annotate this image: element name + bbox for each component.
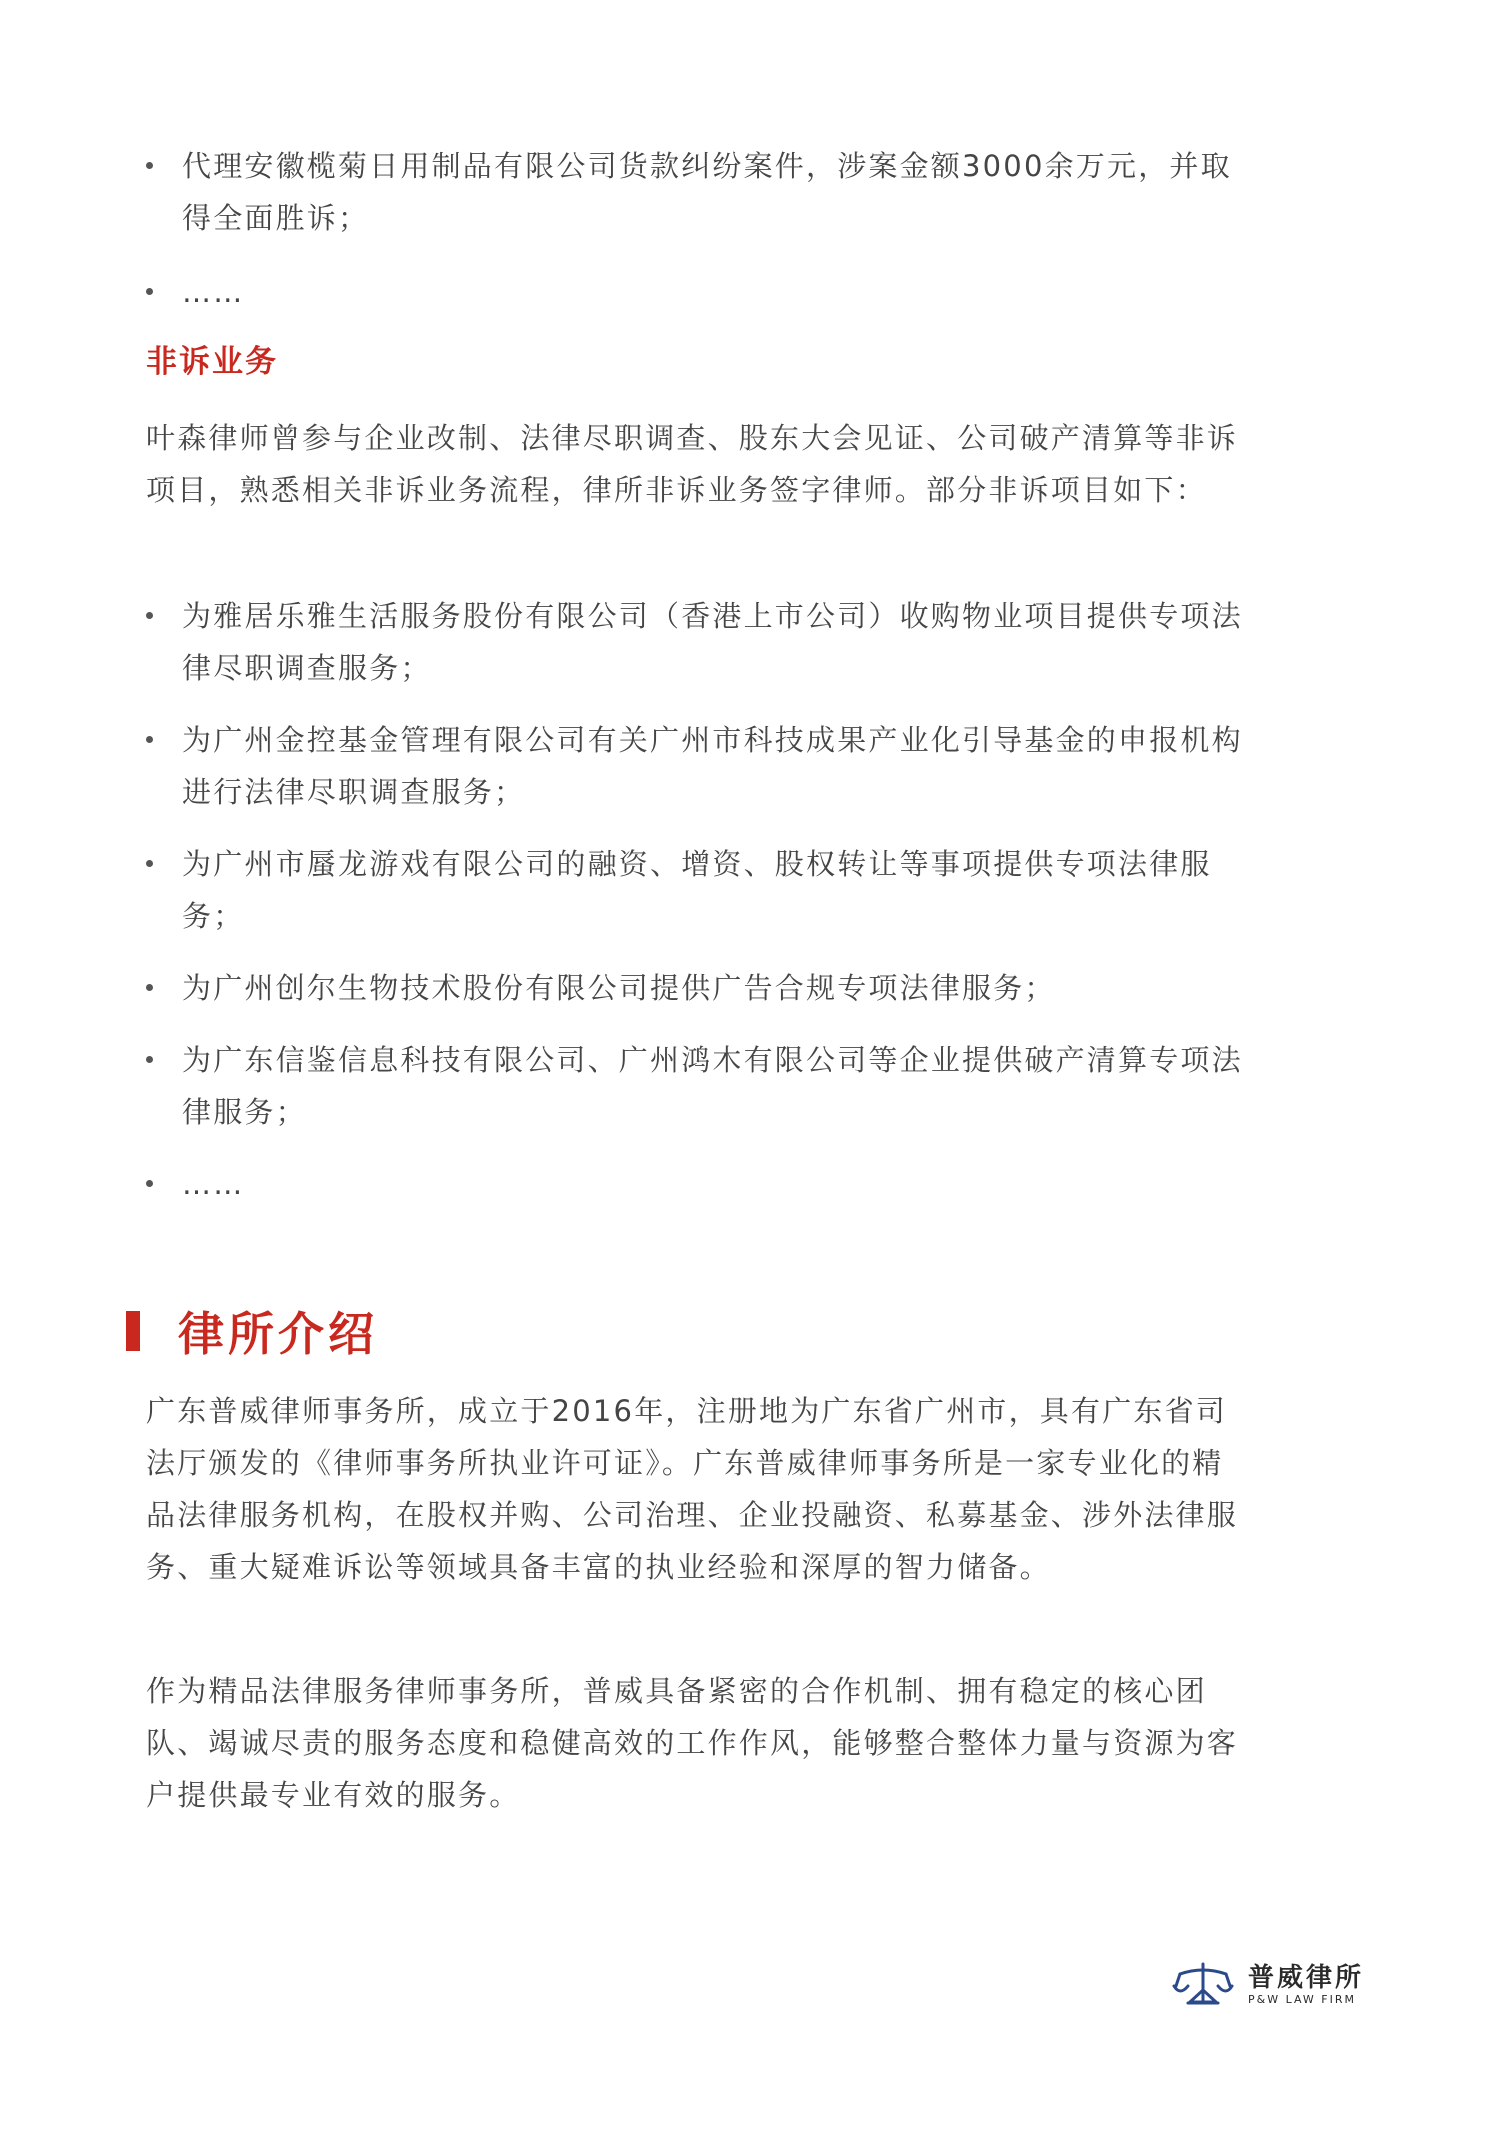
list-item-text: 代理安徽榄菊日用制品有限公司货款纠纷案件，涉案金额3000余万元，并取得全面胜诉； — [182, 149, 1232, 235]
bullet-icon — [146, 162, 153, 169]
scales-logo-icon — [1168, 1960, 1238, 2010]
logo-name-en: P&W LAW FIRM — [1248, 1993, 1356, 2006]
bullet-icon — [146, 736, 153, 743]
firm-intro-paragraph: 作为精品法律服务律师事务所，普威具备紧密的合作机制、拥有稳定的核心团队、竭诚尽责的服务态度和稳健高效的工作作风，能够整合整体力量与资源为客户提供最专业有效的服务。 — [146, 1674, 1239, 1812]
bullet-icon — [146, 612, 153, 619]
bullet-icon — [146, 1056, 153, 1063]
bullet-icon — [146, 860, 153, 867]
list-item-text: 为广州金控基金管理有限公司有关广州市科技成果产业化引导基金的申报机构进行法律尽职调查服务； — [182, 723, 1243, 809]
firm-logo — [1168, 1960, 1364, 2010]
firm-intro-heading — [146, 1298, 378, 1364]
heading-accent-bar — [126, 1311, 140, 1351]
section-title: 律所介绍 — [178, 1307, 378, 1361]
bullet-icon — [146, 1180, 153, 1187]
list-item-text: 为广州创尔生物技术股份有限公司提供广告合规专项法律服务； — [182, 971, 1056, 1005]
list-item-text: 为广东信鉴信息科技有限公司、广州鸿木有限公司等企业提供破产清算专项法律服务； — [182, 1043, 1243, 1129]
list-item-text: …… — [182, 1167, 245, 1201]
non-litigation-heading: 非诉业务 — [146, 344, 278, 380]
list-item — [146, 838, 1246, 942]
list-item — [146, 1034, 1246, 1138]
list-item-text: …… — [182, 275, 245, 309]
logo-name-cn: 普威律所 — [1248, 1963, 1365, 1993]
bullet-icon — [146, 984, 153, 991]
list-item — [146, 590, 1246, 694]
logo-text — [1248, 1963, 1364, 2007]
list-item — [146, 1158, 1246, 1210]
list-item — [146, 266, 1246, 318]
firm-intro-paragraph: 广东普威律师事务所，成立于2016年，注册地为广东省广州市，具有广东省司法厅颁发的《律师事务所执业许可证》。广东普威律师事务所是一家专业化的精品法律服务机构，在股权并购、公司治理、企业投融资、私募基金、涉外法律服务、重大疑难诉讼等领域具备丰富的执业经验和深厚的智力储备。 — [146, 1394, 1239, 1584]
list-item-text: 为雅居乐雅生活服务股份有限公司（香港上市公司）收购物业项目提供专项法律尽职调查服务； — [182, 599, 1243, 685]
list-item — [146, 962, 1246, 1014]
non-litigation-list — [146, 590, 1246, 1210]
bullet-icon — [146, 288, 153, 295]
litigation-list — [146, 140, 1246, 318]
list-item — [146, 714, 1246, 818]
non-litigation-intro: 叶森律师曾参与企业改制、法律尽职调查、股东大会见证、公司破产清算等非诉项目，熟悉相关非诉业务流程，律所非诉业务签字律师。部分非诉项目如下： — [146, 421, 1239, 507]
list-item-text: 为广州市蜃龙游戏有限公司的融资、增资、股权转让等事项提供专项法律服务； — [182, 847, 1212, 933]
list-item — [146, 140, 1246, 244]
